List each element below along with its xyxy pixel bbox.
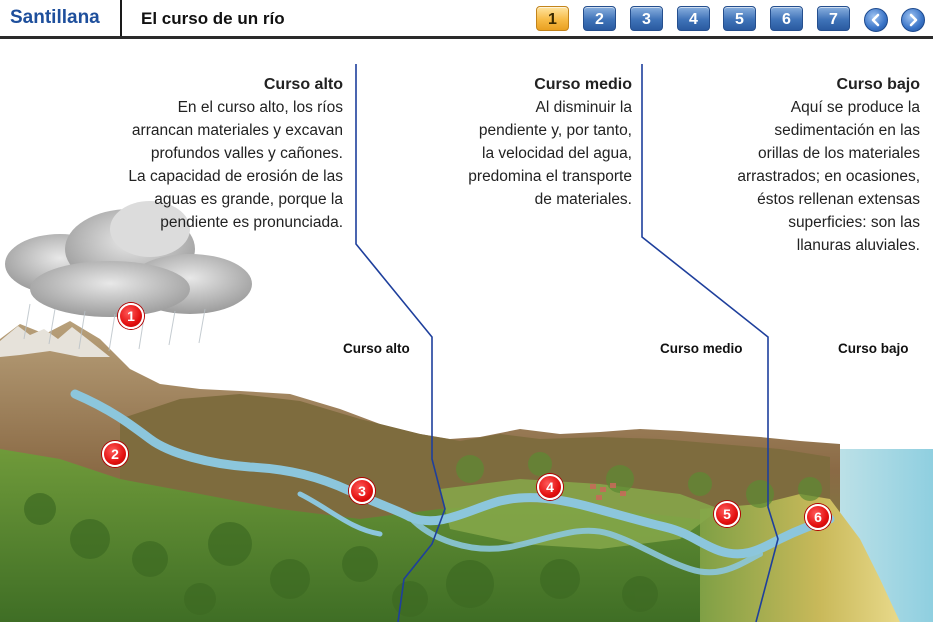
curso-bajo-line: Aquí se produce la (790, 99, 920, 116)
page-button-6[interactable]: 6 (770, 6, 803, 31)
curso-bajo-line: éstos rellenan extensas (757, 191, 920, 208)
page-title: El curso de un río (141, 9, 285, 28)
zone-label-curso-bajo: Curso bajo (838, 341, 909, 356)
curso-medio-description (392, 73, 632, 211)
arrow-right-icon (906, 13, 920, 27)
arrow-left-icon (869, 13, 883, 27)
previous-button[interactable] (864, 8, 888, 32)
header-bar (0, 0, 933, 38)
curso-medio-line: Al disminuir la (535, 99, 632, 116)
hotspot-marker-2[interactable]: 2 (102, 441, 128, 467)
next-button[interactable] (901, 8, 925, 32)
hotspot-marker-3[interactable]: 3 (349, 478, 375, 504)
curso-bajo-heading: Curso bajo (836, 76, 920, 93)
curso-medio-line: pendiente y, por tanto, (478, 122, 632, 139)
hotspot-marker-6[interactable]: 6 (805, 504, 831, 530)
page-button-7[interactable]: 7 (817, 6, 850, 31)
curso-bajo-line: superficies: son las (788, 214, 920, 231)
curso-medio-line: predomina el transporte (468, 168, 632, 185)
curso-alto-line: profundos valles y cañones. (150, 145, 343, 162)
brand-logo: Santillana (10, 7, 100, 28)
zone-label-curso-medio: Curso medio (660, 341, 743, 356)
curso-medio-line: la velocidad del agua, (482, 145, 632, 162)
curso-alto-line: La capacidad de erosión de las (128, 168, 343, 185)
curso-alto-description (3, 73, 343, 234)
hotspot-marker-5[interactable]: 5 (714, 501, 740, 527)
curso-bajo-line: llanuras aluviales. (796, 237, 920, 254)
hotspot-marker-1[interactable]: 1 (118, 303, 144, 329)
page-button-3[interactable]: 3 (630, 6, 663, 31)
curso-bajo-line: arrastrados; en ocasiones, (737, 168, 920, 185)
river-course-illustration (0, 39, 933, 622)
curso-medio-line: de materiales. (534, 191, 632, 208)
zone-label-curso-alto: Curso alto (343, 341, 410, 356)
page-button-4[interactable]: 4 (677, 6, 710, 31)
curso-bajo-line: sedimentación en las (774, 122, 920, 139)
curso-bajo-line: orillas de los materiales (758, 145, 920, 162)
page-button-1[interactable]: 1 (536, 6, 569, 31)
header-divider (120, 0, 122, 37)
curso-alto-line: pendiente es pronunciada. (160, 214, 343, 231)
curso-alto-line: En el curso alto, los ríos (177, 99, 343, 116)
curso-alto-heading: Curso alto (263, 76, 343, 93)
curso-medio-heading: Curso medio (534, 76, 632, 93)
hotspot-marker-4[interactable]: 4 (537, 474, 563, 500)
page-button-2[interactable]: 2 (583, 6, 616, 31)
curso-bajo-description (660, 73, 920, 257)
curso-alto-line: arrancan materiales y excavan (131, 122, 343, 139)
curso-alto-line: aguas es grande, porque la (154, 191, 343, 208)
page-button-5[interactable]: 5 (723, 6, 756, 31)
